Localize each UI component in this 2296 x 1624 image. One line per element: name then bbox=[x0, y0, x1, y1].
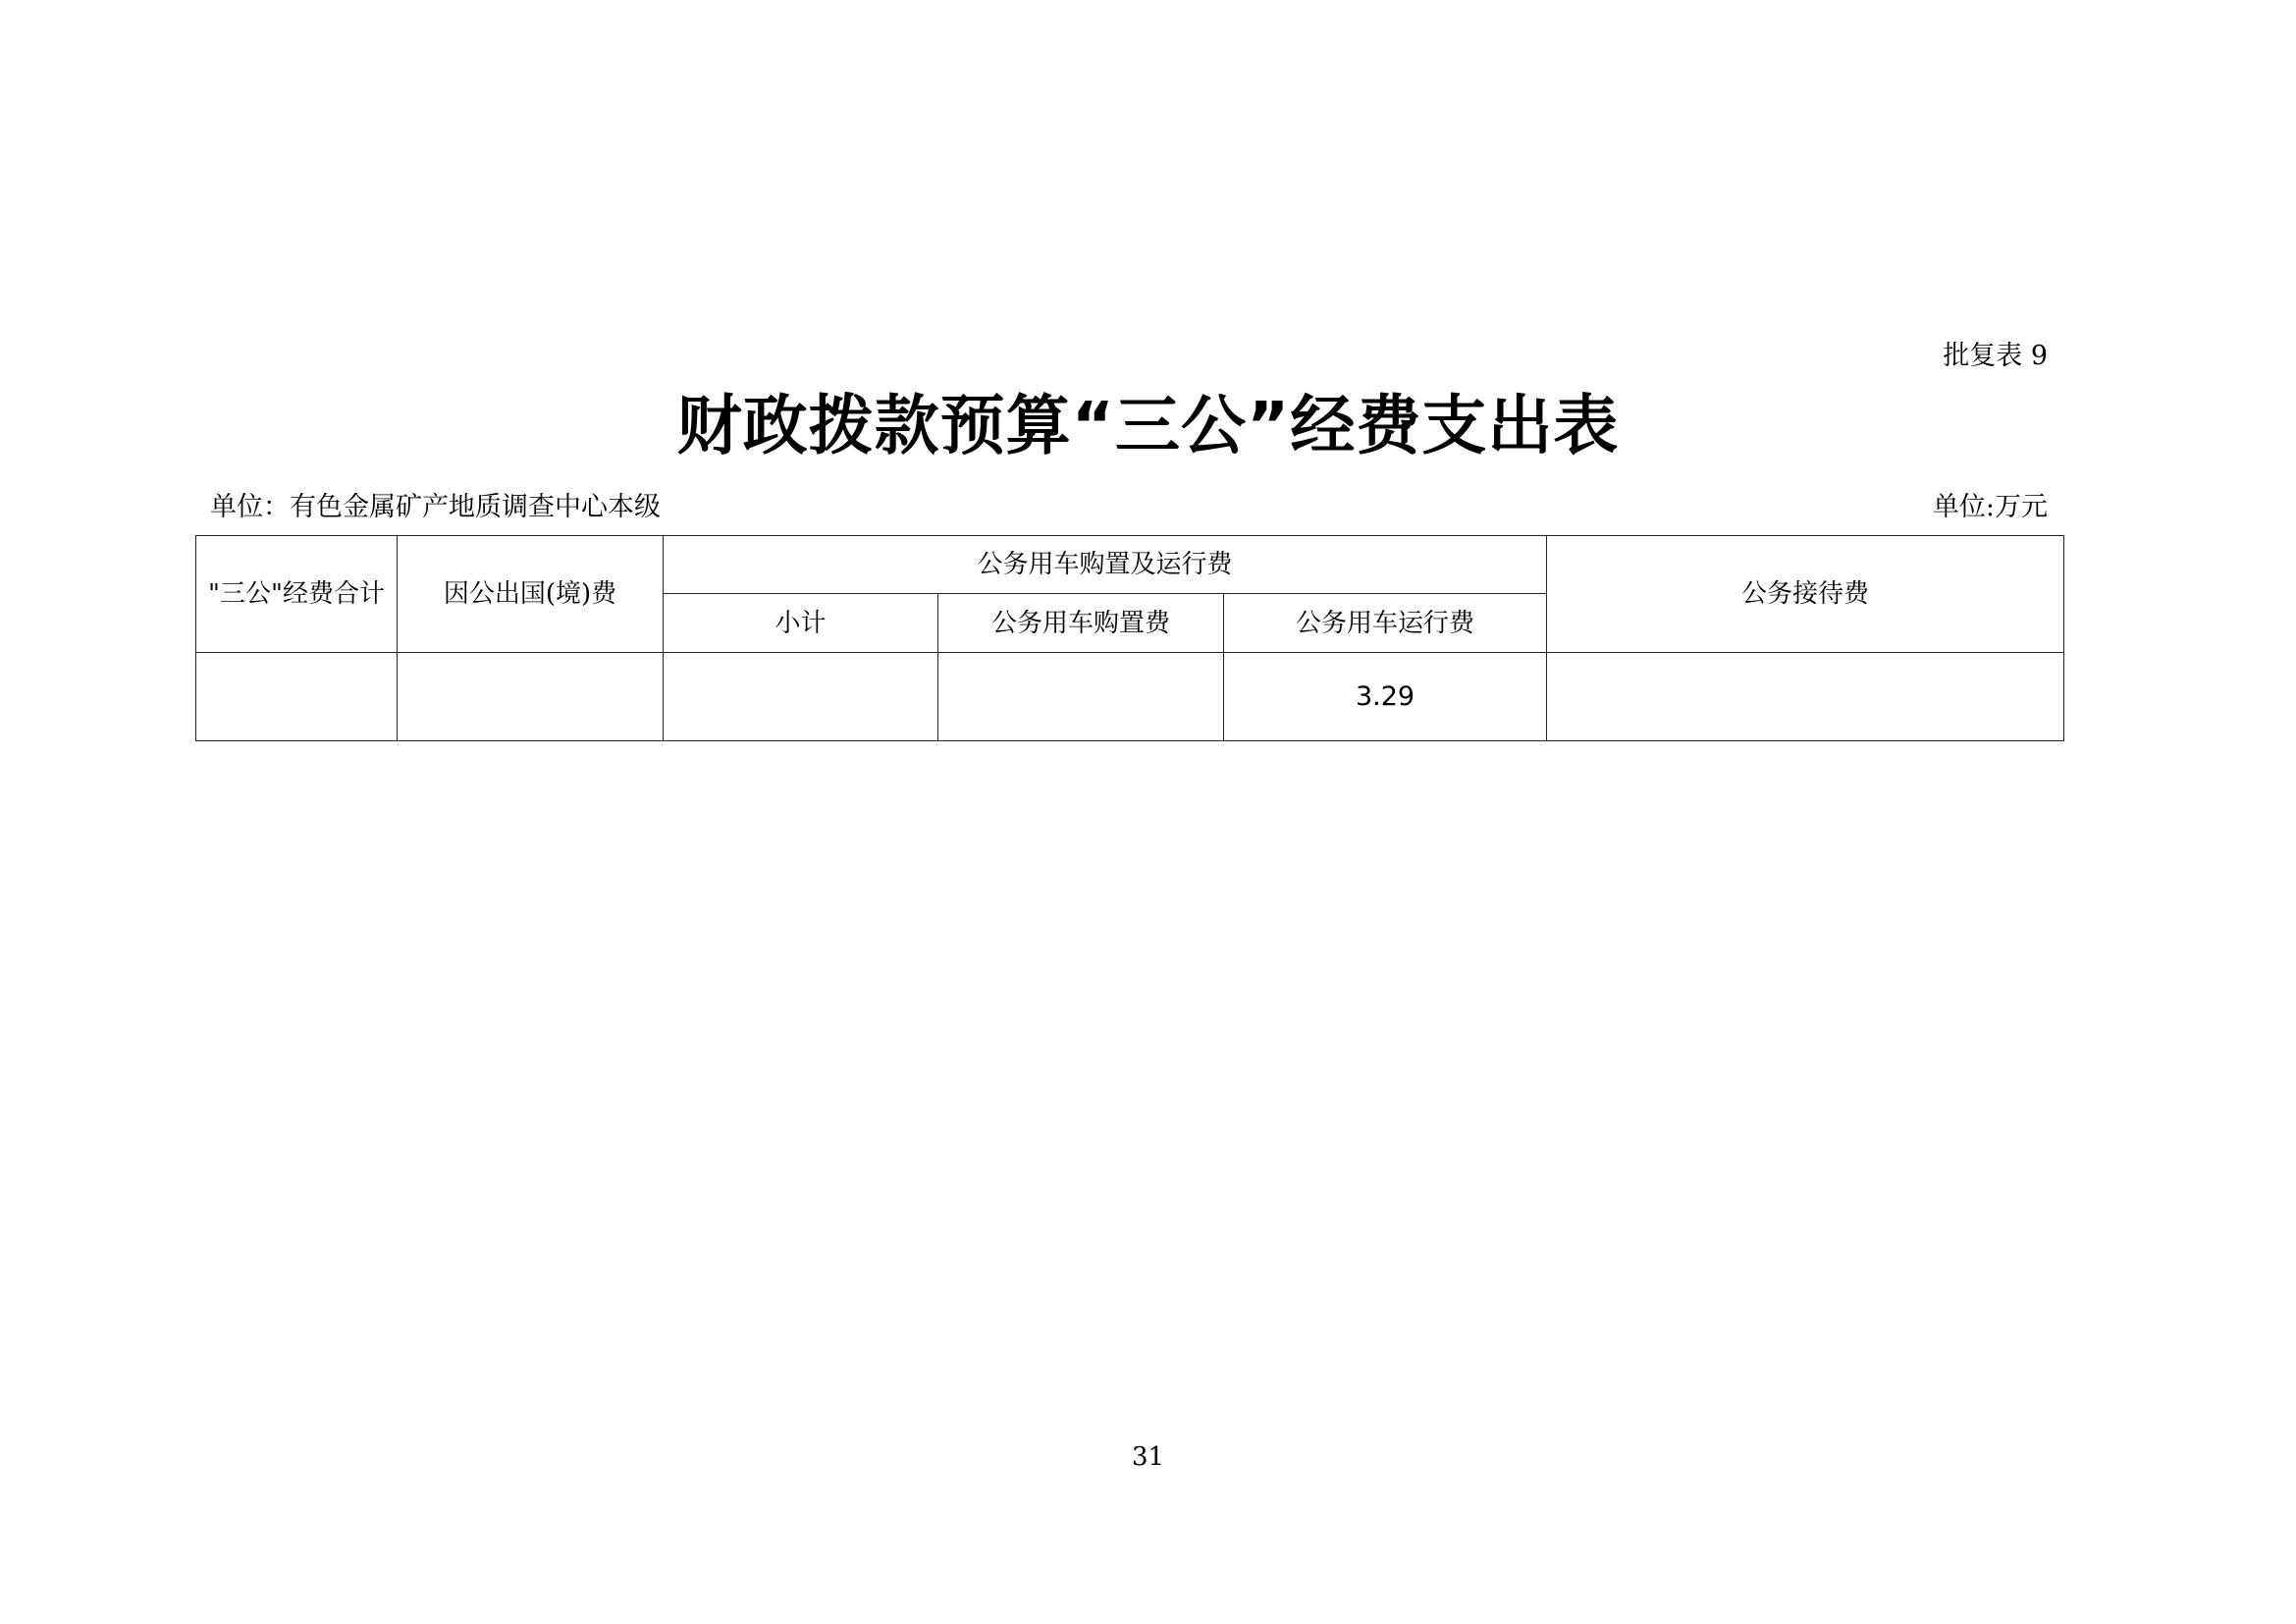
header-subtotal: 小计 bbox=[664, 594, 938, 653]
header-abroad: 因公出国(境)费 bbox=[398, 536, 664, 653]
header-row-1 bbox=[196, 536, 2064, 594]
cell-total bbox=[196, 653, 398, 741]
cell-subtotal bbox=[664, 653, 938, 741]
cell-abroad bbox=[398, 653, 664, 741]
header-vehicle-group: 公务用车购置及运行费 bbox=[664, 536, 1547, 594]
header-total: "三公"经费合计 bbox=[196, 536, 398, 653]
unit-currency: 单位:万元 bbox=[1932, 492, 2048, 522]
cell-reception bbox=[1547, 653, 2064, 741]
table-row bbox=[196, 653, 2064, 741]
cell-vehicle-operation: 3.29 bbox=[1224, 653, 1547, 741]
cell-vehicle-purchase bbox=[938, 653, 1224, 741]
budget-table bbox=[195, 535, 2064, 741]
form-number: 批复表 9 bbox=[1943, 341, 2048, 371]
page-number: 31 bbox=[1131, 1442, 1165, 1472]
header-reception: 公务接待费 bbox=[1547, 536, 2064, 653]
page-title: 财政拨款预算“三公”经费支出表 bbox=[676, 388, 1620, 463]
header-vehicle-purchase: 公务用车购置费 bbox=[938, 594, 1224, 653]
unit-organization: 单位：有色金属矿产地质调查中心本级 bbox=[210, 492, 661, 522]
header-vehicle-operation: 公务用车运行费 bbox=[1224, 594, 1547, 653]
